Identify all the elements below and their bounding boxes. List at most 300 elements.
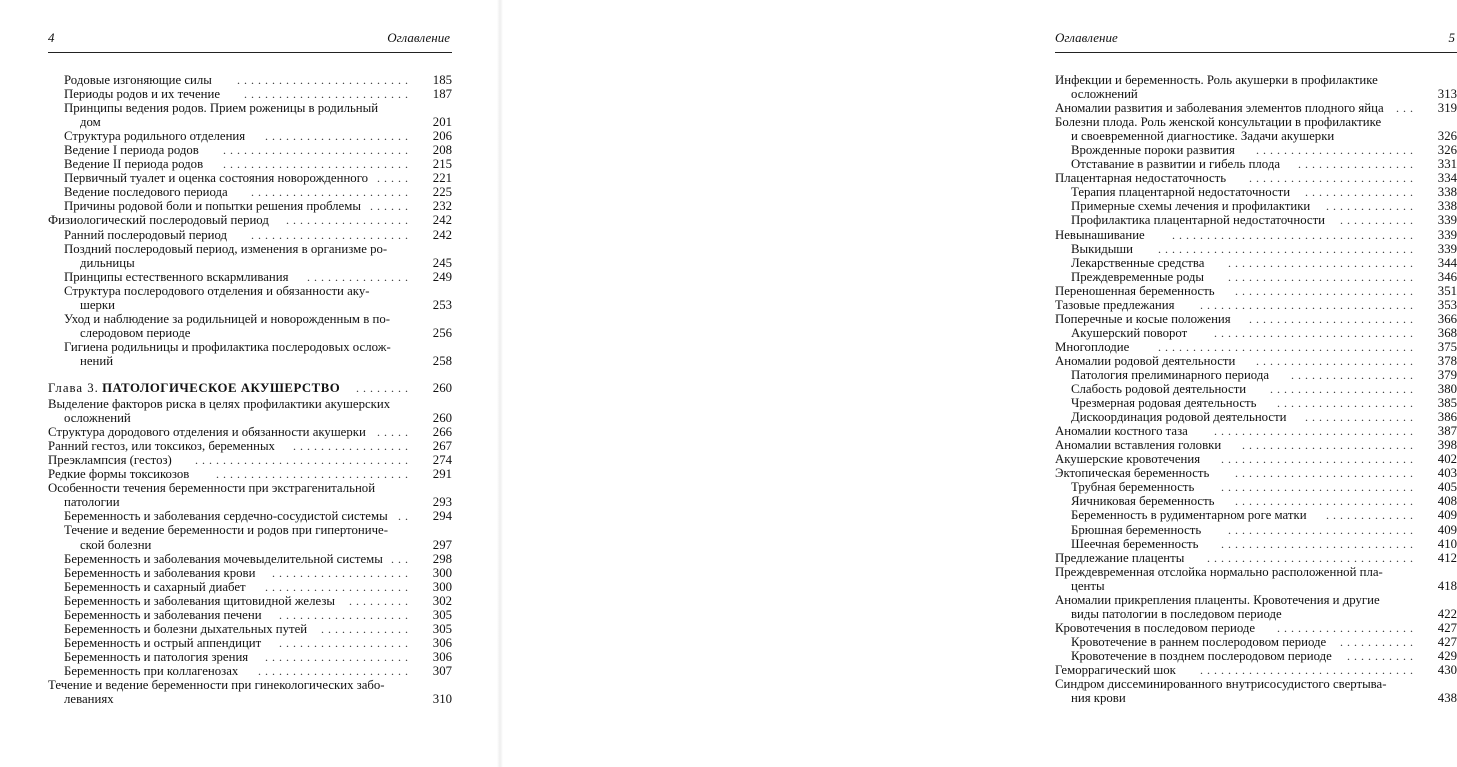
toc-entry[interactable]	[1055, 523, 1457, 537]
toc-entry[interactable]	[1055, 396, 1457, 410]
leader-dots: .......................	[251, 185, 412, 200]
toc-entry[interactable]	[48, 73, 452, 87]
entry-title: Трубная беременность	[1071, 480, 1195, 495]
entry-page-number: 294	[432, 509, 452, 524]
entry-title: Ведение I периода родов	[64, 143, 199, 158]
entry-page-number: 242	[432, 213, 452, 228]
toc-entry[interactable]	[48, 101, 452, 129]
header-rule	[1055, 52, 1457, 53]
toc-entry[interactable]	[1055, 663, 1457, 677]
toc-entry[interactable]	[1055, 242, 1457, 256]
entry-page-number: 302	[432, 593, 452, 608]
toc-entry[interactable]	[1055, 284, 1457, 298]
entry-page-number: 409	[1437, 522, 1457, 537]
entry-title: Чрезмерная родовая деятельность	[1071, 396, 1257, 411]
entry-page-number: 319	[1437, 101, 1457, 116]
leader-dots: ...............................	[1200, 297, 1417, 312]
leader-dots: ..	[398, 509, 412, 524]
entry-page-number: 346	[1437, 269, 1457, 284]
leader-dots: .....................	[265, 129, 412, 144]
leader-dots: ...................................	[1172, 227, 1417, 242]
entry-page-number: 375	[1437, 339, 1457, 354]
entry-page-number: 206	[432, 129, 452, 144]
toc-entry[interactable]	[1055, 480, 1457, 494]
entry-page-number: 326	[1437, 143, 1457, 158]
entry-page-number: 306	[432, 649, 452, 664]
entry-title: Аномалии вставления головки	[1055, 438, 1222, 453]
entry-page-number: 300	[432, 565, 452, 580]
toc-entry[interactable]	[48, 636, 452, 650]
entry-title-continuation: ской болезни	[80, 537, 152, 552]
toc-entry[interactable]	[48, 185, 452, 199]
toc-entry[interactable]	[48, 228, 452, 242]
toc-entry[interactable]	[48, 481, 452, 509]
entry-title: Периоды родов и их течение	[64, 87, 221, 102]
right-page	[500, 0, 1457, 767]
entry-title: Профилактика плацентарной недостаточности	[1071, 213, 1326, 228]
entry-title: Акушерский поворот	[1071, 325, 1188, 340]
entry-title: Беременность и заболевания мочевыделительной системы	[64, 551, 383, 566]
toc-entry[interactable]	[1055, 73, 1457, 101]
entry-page-number: 208	[432, 143, 452, 158]
entry-page-number: 274	[432, 453, 452, 468]
toc-entry[interactable]	[1055, 368, 1457, 382]
toc-entry[interactable]	[48, 284, 452, 312]
entry-page-number: 344	[1437, 255, 1457, 270]
entry-page-number: 331	[1437, 157, 1457, 172]
toc-entry[interactable]	[48, 594, 452, 608]
entry-page-number: 409	[1437, 508, 1457, 523]
entry-page-number: 385	[1437, 396, 1457, 411]
toc-entry[interactable]	[1055, 354, 1457, 368]
entry-title: Структура дородового отделения и обязанности акушерки	[48, 425, 366, 440]
entry-page-number: 297	[432, 537, 452, 552]
entry-page-number: 351	[1437, 283, 1457, 298]
toc-entry[interactable]	[48, 312, 452, 340]
leader-dots: ..........................	[1235, 494, 1417, 509]
entry-page-number: 260	[432, 411, 452, 426]
leader-dots: ...........................	[1228, 269, 1417, 284]
entry-page-number: 267	[432, 439, 452, 454]
toc-entry[interactable]	[1055, 593, 1457, 621]
entry-title: Беременность и заболевания крови	[64, 565, 256, 580]
leader-dots: .....................................	[1158, 339, 1417, 354]
toc-entry[interactable]	[48, 270, 452, 284]
leader-dots: ...........	[1340, 634, 1417, 649]
entry-page-number: 253	[432, 297, 452, 312]
entry-title: Аномалии прикрепления плаценты. Кровотечения и другие	[1055, 592, 1380, 607]
toc-entry[interactable]	[48, 509, 452, 523]
leader-dots: ............................	[216, 467, 412, 482]
toc-entry[interactable]	[48, 425, 452, 439]
entry-title: Беременность и болезни дыхательных путей	[64, 621, 308, 636]
leader-dots: ..............................	[1207, 550, 1417, 565]
entry-page-number: 412	[1437, 550, 1457, 565]
entry-title: Поперечные и косые положения	[1055, 311, 1231, 326]
entry-title: Беременность при коллагенозах	[64, 663, 239, 678]
leader-dots: ...........................	[223, 143, 412, 158]
toc-entry[interactable]	[1055, 438, 1457, 452]
entry-page-number: 225	[432, 185, 452, 200]
leader-dots: ................	[1305, 410, 1417, 425]
entry-page-number: 353	[1437, 297, 1457, 312]
entry-title: Принципы естественного вскармливания	[64, 269, 289, 284]
leader-dots: ........................	[244, 87, 412, 102]
entry-title: Течение и ведение беременности при гинекологических забо-	[48, 677, 385, 692]
entry-page-number: 258	[432, 353, 452, 368]
entry-title: Особенности течения беременности при экстрагенитальной	[48, 481, 376, 496]
entry-page-number: 430	[1437, 662, 1457, 677]
entry-page-number: 368	[1437, 325, 1457, 340]
toc-entry[interactable]	[1055, 452, 1457, 466]
leader-dots: ...	[391, 551, 412, 566]
entry-title: Многоплодие	[1055, 339, 1130, 354]
header-rule	[48, 52, 452, 53]
entry-page-number: 307	[432, 663, 452, 678]
entry-title: Ранний гестоз, или токсикоз, беременных	[48, 439, 275, 454]
entry-page-number: 338	[1437, 185, 1457, 200]
entry-title: Инфекции и беременность. Роль акушерки в профилактике	[1055, 73, 1378, 87]
entry-page-number: 232	[432, 199, 452, 214]
toc-entry[interactable]	[1055, 256, 1457, 270]
entry-title-continuation: осложнений	[64, 411, 131, 426]
entry-title-continuation: центы	[1071, 578, 1105, 593]
entry-title: Выделение факторов риска в целях профилактики акушерских	[48, 397, 391, 412]
leader-dots: ...........................	[223, 157, 412, 172]
entry-page-number: 438	[1437, 691, 1457, 706]
leader-dots: ...........	[1340, 213, 1417, 228]
running-title: Оглавление	[1055, 30, 1118, 45]
toc-entry[interactable]	[48, 678, 452, 706]
entry-title: Беременность и острый аппендицит	[64, 635, 262, 650]
entry-title: Шеечная беременность	[1071, 536, 1199, 551]
toc-entry[interactable]	[48, 622, 452, 636]
leader-dots: ...........................	[1228, 255, 1417, 270]
entry-page-number: 306	[432, 635, 452, 650]
toc-entry[interactable]	[1055, 270, 1457, 284]
toc-entry[interactable]	[1055, 101, 1457, 115]
toc-entry[interactable]	[48, 129, 452, 143]
entry-title: Преэклампсия (гестоз)	[48, 453, 172, 468]
entry-page-number: 366	[1437, 311, 1457, 326]
entry-title-continuation: и своевременной диагностике. Задачи акушерки	[1071, 129, 1335, 144]
entry-title: Патология прелиминарного периода	[1071, 367, 1270, 382]
leader-dots: .....................	[265, 649, 412, 664]
toc-entry[interactable]	[48, 566, 452, 580]
toc-entry[interactable]	[48, 381, 452, 395]
entry-title: Структура послеродового отделения и обязанности аку-	[64, 283, 370, 298]
leader-dots: ......................	[258, 663, 412, 678]
entry-title-continuation: патологии	[64, 495, 120, 510]
leader-dots: ..........................	[1235, 466, 1417, 481]
leader-dots: .........................	[237, 73, 412, 87]
leader-dots: ........	[356, 380, 412, 395]
entry-page-number: 402	[1437, 452, 1457, 467]
entry-title: Выкидыши	[1071, 241, 1134, 256]
entry-title: Преждевременные роды	[1071, 269, 1204, 284]
leader-dots: .................	[1298, 157, 1417, 172]
toc-entry[interactable]	[48, 340, 452, 368]
leader-dots: .....................................	[1158, 241, 1417, 256]
toc-entry[interactable]	[48, 439, 452, 453]
toc-entry[interactable]	[48, 523, 452, 551]
entry-page-number: 298	[432, 551, 452, 566]
toc-entry[interactable]	[1055, 340, 1457, 354]
toc-entry[interactable]	[48, 552, 452, 566]
entry-title: Беременность и патология зрения	[64, 649, 249, 664]
toc-entry[interactable]	[1055, 143, 1457, 157]
toc-entry[interactable]	[1055, 213, 1457, 227]
entry-title: Дискоординация родовой деятельности	[1071, 410, 1287, 425]
entry-page-number: 249	[432, 269, 452, 284]
toc-entry[interactable]	[1055, 157, 1457, 171]
entry-title: Кровотечения в последовом периоде	[1055, 620, 1256, 635]
entry-page-number: 386	[1437, 410, 1457, 425]
page-number: 4	[48, 30, 55, 45]
entry-title: Беременность в рудиментарном роге матки	[1071, 508, 1307, 523]
leader-dots: ...	[1396, 101, 1417, 116]
entry-title: Аномалии развития и заболевания элементов плодного яйца	[1055, 101, 1384, 116]
entry-title: Примерные схемы лечения и профилактики	[1071, 199, 1311, 214]
entry-page-number: 429	[1437, 648, 1457, 663]
leader-dots: ....................	[272, 565, 412, 580]
left-page-header	[48, 30, 450, 48]
entry-title: Эктопическая беременность	[1055, 466, 1210, 481]
toc-entry[interactable]	[48, 242, 452, 270]
entry-page-number: 422	[1437, 606, 1457, 621]
leader-dots: .....	[377, 171, 412, 186]
entry-page-number: 326	[1437, 129, 1457, 144]
leader-dots: .............................	[1214, 424, 1417, 439]
leader-dots: ...............................	[1200, 662, 1417, 677]
leader-dots: ............................	[1221, 480, 1417, 495]
entry-page-number: 185	[432, 73, 452, 87]
entry-title: Слабость родовой деятельности	[1071, 382, 1247, 397]
entry-title: Принципы ведения родов. Прием роженицы в родильный	[64, 101, 379, 116]
toc-entry[interactable]	[48, 157, 452, 171]
leader-dots: ...............	[307, 269, 412, 284]
toc-entry[interactable]	[48, 87, 452, 101]
entry-title: Структура родильного отделения	[64, 129, 246, 144]
entry-page-number: 339	[1437, 241, 1457, 256]
entry-page-number: 339	[1437, 227, 1457, 242]
entry-title: Физиологический послеродовый период	[48, 213, 269, 228]
toc-entry[interactable]	[1055, 494, 1457, 508]
entry-title: Предлежание плаценты	[1055, 550, 1185, 565]
entry-title: Лекарственные средства	[1071, 255, 1205, 270]
toc-entry[interactable]	[1055, 677, 1457, 705]
entry-title: Переношенная беременность	[1055, 283, 1215, 298]
toc-entry[interactable]	[48, 143, 452, 157]
leader-dots: ...........................	[1228, 522, 1417, 537]
entry-page-number: 291	[432, 467, 452, 482]
entry-page-number: 398	[1437, 438, 1457, 453]
entry-page-number: 339	[1437, 213, 1457, 228]
leader-dots: ..........	[1347, 648, 1417, 663]
chapter-label: Глава 3.	[48, 380, 99, 395]
entry-title: Аномалии родовой деятельности	[1055, 353, 1236, 368]
toc-entry[interactable]	[48, 397, 452, 425]
toc-entry[interactable]	[48, 453, 452, 467]
entry-title: Беременность и заболевания щитовидной железы	[64, 593, 335, 608]
toc-entry[interactable]	[48, 608, 452, 622]
chapter-title: ПАТОЛОГИЧЕСКОЕ АКУШЕРСТВО	[102, 380, 341, 395]
entry-title: Ранний послеродовый период	[64, 227, 228, 242]
leader-dots: .......................	[1256, 353, 1417, 368]
entry-title: Кровотечение в позднем послеродовом периоде	[1071, 648, 1332, 663]
entry-page-number: 387	[1437, 424, 1457, 439]
toc-entry[interactable]	[1055, 228, 1457, 242]
entry-title-continuation: осложнений	[1071, 87, 1138, 102]
entry-page-number: 187	[432, 87, 452, 102]
leader-dots: ........................	[1249, 171, 1417, 186]
entry-title-continuation: дом	[80, 115, 101, 130]
entry-title: Причины родовой боли и попытки решения проблемы	[64, 199, 361, 214]
entry-title: Уход и наблюдение за родильницей и новорожденным в по-	[64, 311, 390, 326]
entry-title: Плацентарная недостаточность	[1055, 171, 1227, 186]
toc-entry[interactable]	[1055, 410, 1457, 424]
entry-title: Гигиена родильницы и профилактика послеродовых ослож-	[64, 339, 391, 354]
entry-title: Акушерские кровотечения	[1055, 452, 1201, 467]
toc-entry[interactable]	[1055, 466, 1457, 480]
leader-dots: .....................	[1270, 382, 1417, 397]
entry-title-continuation: леваниях	[64, 692, 114, 707]
toc-entry[interactable]	[1055, 298, 1457, 312]
leader-dots: .....................	[265, 579, 412, 594]
right-page-header	[1055, 30, 1455, 48]
leader-dots: .............	[1326, 199, 1417, 214]
page-number: 5	[1448, 30, 1455, 45]
leader-dots: .............................	[1214, 325, 1417, 340]
leader-dots: ............................	[1221, 452, 1417, 467]
entry-title: Поздний послеродовый период, изменения в организме ро-	[64, 241, 388, 256]
toc-entry[interactable]	[48, 580, 452, 594]
toc-entry[interactable]	[48, 171, 452, 185]
toc-entry[interactable]	[1055, 508, 1457, 522]
entry-page-number: 338	[1437, 199, 1457, 214]
toc-entry[interactable]	[48, 664, 452, 678]
entry-title: Кровотечение в раннем послеродовом периоде	[1071, 634, 1327, 649]
leader-dots: .................	[293, 439, 412, 454]
entry-page-number: 256	[432, 325, 452, 340]
entry-title: Течение и ведение беременности и родов при гипертониче-	[64, 523, 388, 538]
entry-page-number: 221	[432, 171, 452, 186]
toc-entry[interactable]	[1055, 551, 1457, 565]
leader-dots: ............................	[1221, 536, 1417, 551]
entry-title: Ведение последового периода	[64, 185, 228, 200]
entry-page-number: 410	[1437, 536, 1457, 551]
entry-page-number: 242	[432, 227, 452, 242]
entry-title: Тазовые предлежания	[1055, 297, 1175, 312]
entry-title: Родовые изгоняющие силы	[64, 73, 212, 87]
entry-page-number: 379	[1437, 367, 1457, 382]
entry-title: Ведение II периода родов	[64, 157, 204, 172]
entry-page-number: 378	[1437, 353, 1457, 368]
entry-page-number: 260	[432, 380, 452, 395]
entry-title-continuation: виды патологии в последовом периоде	[1071, 606, 1282, 621]
toc-entry[interactable]	[1055, 424, 1457, 438]
entry-title-continuation: шерки	[80, 297, 115, 312]
entry-page-number: 245	[432, 255, 452, 270]
entry-title: Болезни плода. Роль женской консультации в профилактике	[1055, 115, 1382, 130]
entry-title-continuation: слеродовом периоде	[80, 325, 191, 340]
toc-entry[interactable]	[1055, 565, 1457, 593]
entry-page-number: 305	[432, 607, 452, 622]
entry-page-number: 408	[1437, 494, 1457, 509]
entry-page-number: 403	[1437, 466, 1457, 481]
entry-page-number: 427	[1437, 620, 1457, 635]
leader-dots: ......	[370, 199, 412, 214]
toc-entry[interactable]	[48, 199, 452, 213]
entry-title-continuation: нений	[80, 353, 114, 368]
toc-entry[interactable]	[1055, 326, 1457, 340]
entry-page-number: 305	[432, 621, 452, 636]
entry-page-number: 380	[1437, 382, 1457, 397]
entry-page-number: 405	[1437, 480, 1457, 495]
entry-title: Беременность и сахарный диабет	[64, 579, 246, 594]
entry-title: Отставание в развитии и гибель плода	[1071, 157, 1281, 172]
leader-dots: .............	[1326, 508, 1417, 523]
leader-dots: ........................	[1249, 311, 1417, 326]
toc-entry[interactable]	[1055, 382, 1457, 396]
toc-entry[interactable]	[1055, 185, 1457, 199]
toc-entry[interactable]	[1055, 115, 1457, 143]
entry-page-number: 334	[1437, 171, 1457, 186]
entry-title: Врожденные пороки развития	[1071, 143, 1235, 158]
entry-page-number: 300	[432, 579, 452, 594]
leader-dots: .........	[349, 593, 412, 608]
toc-entry[interactable]	[1055, 171, 1457, 185]
entry-page-number: 418	[1437, 578, 1457, 593]
leader-dots: ...................	[279, 635, 412, 650]
entry-page-number: 427	[1437, 634, 1457, 649]
entry-page-number: 310	[432, 692, 452, 707]
entry-title: Брюшная беременность	[1071, 522, 1202, 537]
entry-page-number: 201	[432, 115, 452, 130]
leader-dots: ...............................	[195, 453, 412, 468]
entry-title-continuation: ния крови	[1071, 691, 1126, 706]
leader-dots: .............	[321, 621, 412, 636]
entry-title: Беременность и заболевания печени	[64, 607, 262, 622]
entry-title: Геморрагический шок	[1055, 662, 1176, 677]
entry-title: Терапия плацентарной недостаточности	[1071, 185, 1291, 200]
entry-title: Яичниковая беременность	[1071, 494, 1215, 509]
entry-page-number: 313	[1437, 87, 1457, 102]
leader-dots: ....................	[1277, 620, 1417, 635]
toc-entry[interactable]	[1055, 312, 1457, 326]
leader-dots: ....................	[1277, 396, 1417, 411]
entry-title: Первичный туалет и оценка состояния новорожденного	[64, 171, 369, 186]
toc-entry[interactable]	[48, 650, 452, 664]
toc-list	[1055, 73, 1457, 705]
leader-dots: .......................	[251, 227, 412, 242]
entry-title: Беременность и заболевания сердечно-сосудистой системы	[64, 509, 388, 524]
toc-entry[interactable]	[48, 213, 452, 227]
toc-entry[interactable]	[1055, 537, 1457, 551]
toc-entry[interactable]	[1055, 649, 1457, 663]
toc-entry[interactable]	[48, 467, 452, 481]
entry-title: Аномалии костного таза	[1055, 424, 1188, 439]
toc-entry[interactable]	[1055, 635, 1457, 649]
left-page	[0, 0, 500, 767]
toc-entry[interactable]	[1055, 621, 1457, 635]
entry-page-number: 266	[432, 425, 452, 440]
toc-list	[48, 73, 452, 706]
entry-title: Невынашивание	[1055, 227, 1145, 242]
entry-page-number: 215	[432, 157, 452, 172]
leader-dots: .....	[377, 425, 412, 440]
toc-entry[interactable]	[1055, 199, 1457, 213]
